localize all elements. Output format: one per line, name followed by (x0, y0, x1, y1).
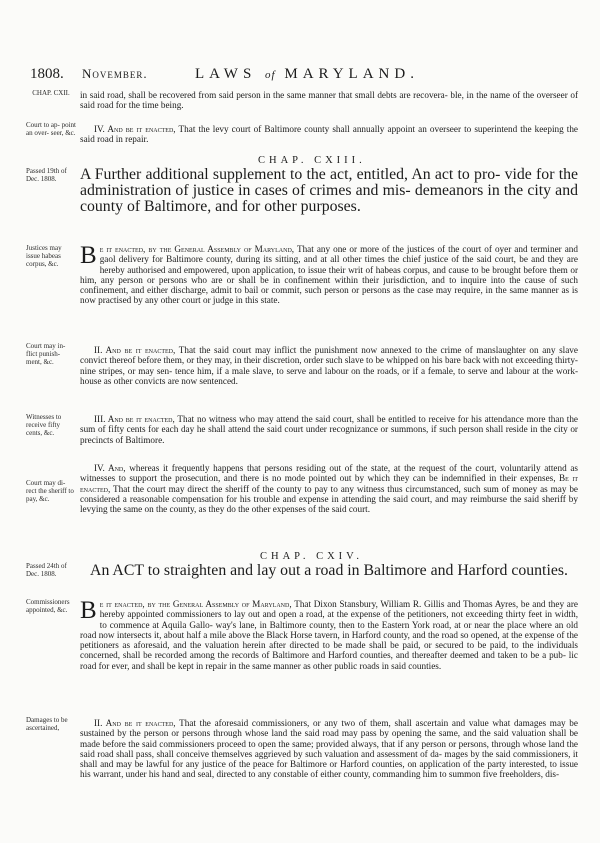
section-lead: e it enacted, by the General Assembly of Maryland, (99, 244, 295, 254)
chapter-title-114: An ACT to straighten and lay out a road in Baltimore and Harford counties. (90, 562, 568, 579)
section-text: That the aforesaid commissioners, or any two of them, shall ascertain and value what damages may be sustained by the person or persons through whose land the said road may pass by opening the same, and the said valuation shall be made before the said commissioners proceed to open the same; provided always, that if any person or persons, through whose land the said road shall pass, shall conceive themselves aggrieved by such valuation and assessment of da- mages by the said commissioners, it shall and may be lawful for any justice of the peace for Baltimore or Harford counties, on application of the party interested, to issue his warrant, under his hand and seal, directed to any constable of either county, commanding him to summon five freeholders, dis- (80, 718, 578, 780)
section-enact: Be it enacted, (80, 473, 578, 494)
section-113-2 (80, 345, 578, 386)
dropcap: B (80, 242, 97, 269)
section-lead: III. And be it enacted, (94, 414, 175, 424)
margin-inflict-punishment: Court may in- flict punish- ment, &c. (26, 342, 66, 366)
section-lead: II. And be it enacted, (94, 718, 176, 728)
running-header (30, 66, 575, 88)
header-title-of: of (265, 69, 276, 81)
section-levy-court (80, 124, 578, 145)
chapter-heading-113: CHAP. CXIII. (258, 155, 366, 166)
header-title-maryland: MARYLAND. (284, 66, 419, 82)
chapter-heading-114: CHAP. CXIV. (260, 551, 364, 562)
section-text: That the levy court of Baltimore county shall annually appoint an overseer to superintend the keeping the said road in repair. (80, 124, 579, 145)
header-title (195, 66, 419, 83)
margin-chap-112: CHAP. CXII. (32, 89, 70, 97)
section-lead: e it enacted, by the General Assembly of Maryland, (99, 599, 292, 609)
section-114-2 (80, 718, 578, 780)
section-113-4 (80, 463, 578, 514)
header-title-laws: LAWS (195, 66, 257, 82)
header-year: 1808. (30, 66, 64, 82)
margin-court-appoint-overseer: Court to ap- point an over- seer, &c. (26, 121, 76, 137)
margin-passed-114: Passed 24th of Dec. 1808. (26, 562, 67, 578)
section-text: That Dixon Stansbury, William R. Gillis and Thomas Ayres, be and they are hereby appointed commissioners to lay out and open a road, at the expense of the petitioners, not exceeding thirty feet in width, to commence at Aquila Gallo- way's lane, in Baltimore county, then to the Eastern York road, at or near the place where an old road now intersects it, about half a mile above the Black Horse tavern, in Harford county, and the road so opened, at the expense of the petitioners as aforesaid, and the valuation herein after directed to be made shall be paid, or secured to be paid, to the individuals concerned, shall be recorded among the records of Baltimore and Harford counties, and thereafter deemed and taken to be a pub- lic road for ever, and shall be kept in repair in the same manner as other public roads in said counties. (80, 599, 578, 671)
section-text: That the said court may inflict the punishment now annexed to the crime of manslaughter on any slave convict thereof before them, or they may, in their discretion, order such slave to be whipped on his bare back with not exceeding thirty-nine stripes, or may sen- tence him, if a male slave, to serve and labour on the roads, or if a female, to serve and labour at the work-house as other convicts are now sentenced. (80, 345, 578, 386)
section-text: That the court may direct the sheriff of the county to pay to any witness thus circumstanced, such sum of money as may be considered a reasonable compensation for his trouble and expense in attending the said court, and may reimburse the said sheriff by levying the same on the county, as they do the other expenses of the said court. (80, 483, 578, 515)
section-113-3 (80, 414, 578, 445)
section-lead: IV. And be it enacted, (94, 124, 176, 134)
margin-witnesses-fifty-cents: Witnesses to receive fifty cents, &c. (26, 413, 62, 437)
section-text: That any one or more of the justices of the court of oyer and terminer and gaol delivery for Baltimore county, during its sitting, and at all other times the chief justice of the said court, be and they are hereby authorised and empowered, upon application, to issue their writ of habeas corpus, and cause to be brought before them or him, any person or persons who are or shall be in confinement within their jurisdiction, and to inquire into the cause of such confinement, and either discharge, admit to bail or commit, such person or persons as the case may require, in the same manner as is now practised by any other court or judge in this state. (80, 244, 578, 306)
section-text: That no witness who may attend the said court, shall be entitled to receive for his attendance more than the sum of fifty cents for each day he shall attend the said court under recognizance or summons, if such person shall reside in the city or precincts of Baltimore. (80, 414, 578, 445)
margin-passed-113: Passed 19th of Dec. 1808. (26, 167, 67, 183)
section-lead: II. And be it enacted, (94, 345, 176, 355)
margin-damages-ascertained: Damages to be ascertained, (26, 716, 68, 732)
margin-habeas-corpus: Justices may issue habeas corpus, &c. (26, 244, 62, 268)
margin-sheriff-to-pay: Court may di- rect the sheriff to pay, &c. (26, 479, 74, 503)
chap-112-tail-text: in said road, shall be recovered from said person in the same manner that small debts are recovera- ble, in the name of the overseer of said road for the time being. (80, 90, 578, 111)
section-text: whereas it frequently happens that persons residing out of the state, at the request of the court, voluntarily attend as witnesses to support the prosecution, and there is no mode pointed out by which they can be indemnified in their expenses, (80, 463, 578, 484)
header-month: November. (82, 66, 148, 81)
section-lead: IV. And, (94, 463, 126, 473)
section-114-1 (80, 599, 578, 671)
chapter-title-113: A Further additional supplement to the act, entitled, An act to pro- vide for the administration of justice in cases of crimes and mis- demeanors in the city and county of Baltimore, and for other purposes. (80, 166, 578, 215)
section-113-1 (80, 244, 578, 306)
chap-112-tail (80, 90, 578, 111)
margin-commissioners-appointed: Commissioners appointed, &c. (26, 598, 70, 614)
dropcap: B (80, 597, 97, 624)
